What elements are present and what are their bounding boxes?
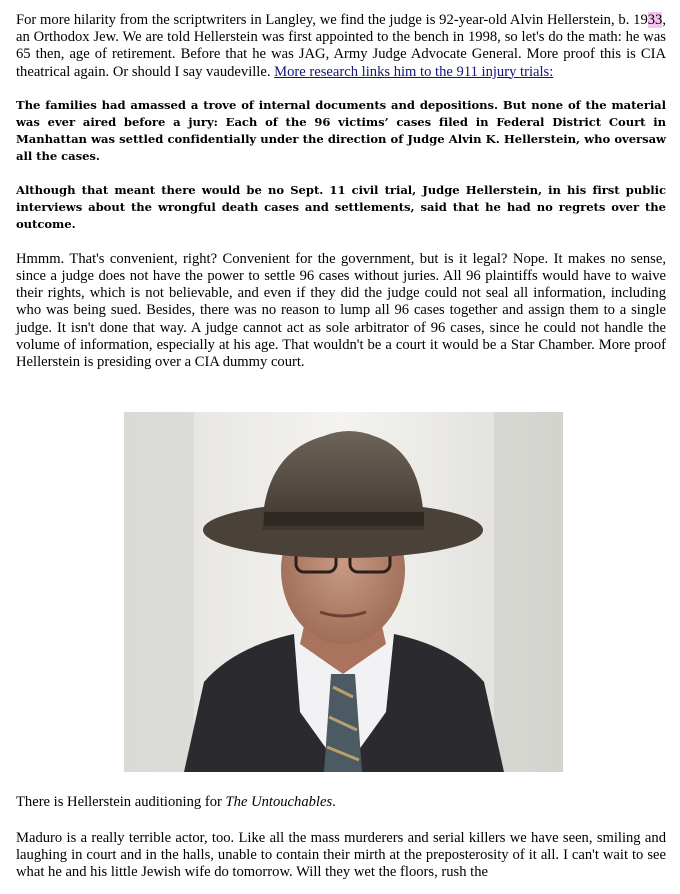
- highlighted-year-digits: 33: [647, 12, 663, 28]
- paragraph-hmmm: Hmmm. That's convenient, right? Convenient for the government, but is it legal? Nope. It makes no sense, since a judge does not have the power to settle 96 cases without juries. All 96 plaintiffs would have to waive their rights, which is not believable, and even if they did the judge could not seal all information, including who was being sued. Besides, there was no reason to lump all 96 cases together and assign them to a single judge. It isn't done that way. A judge cannot act as sole arbitrator of 96 cases, since he could not handle the volume of information, especially at his age. That wouldn't be a court it would be a Star Chamber. More proof Hellerstein is presiding over a CIA dummy court.: [16, 250, 666, 371]
- photo-caption: [16, 794, 336, 811]
- paragraph-maduro: Maduro is a really terrible actor, too. Like all the mass murderers and serial killers we have seen, smiling and laughing in court and in the halls, unable to contain their mirth at the preposterosity of it all. I can't wait to see what he and his little Jewish wife do tomorrow. Will they wet the floors, rush the: [16, 830, 666, 881]
- intro-text-rest: , an Orthodox Jew. We are told Hellerstein was first appointed to the bench in 1998, so let's do the math: he was 65 then, age of retirement. Before that he was JAG, Army Judge Advocate General. More proof this is CIA theatrical again. Or should I say vaudeville.: [16, 12, 666, 80]
- caption-suffix: .: [332, 794, 336, 810]
- quote-families-documents: The families had amassed a trove of internal documents and depositions. But none of the material was ever aired before a jury: Each of the 96 victims’ cases filed in Federal District Court in Manhattan was settled confidentially under the direction of Judge Alvin K. Hellerstein, who oversaw all the cases.: [16, 97, 666, 163]
- intro-text-start: For more hilarity from the scriptwriters in Langley, we find the judge is 92-year-old Alvin Hellerstein, b. 19: [16, 12, 648, 28]
- quote-no-civil-trial: Although that meant there would be no Sept. 11 civil trial, Judge Hellerstein, in his first public interviews about the wrongful death cases and settlements, said that he had no regrets over the outcome.: [16, 182, 666, 231]
- hellerstein-photo: [124, 412, 563, 772]
- caption-prefix: There is Hellerstein auditioning for: [16, 794, 226, 810]
- paragraph-judge-intro: [16, 12, 666, 81]
- caption-title: The Untouchables: [225, 794, 333, 810]
- portrait-illustration: [124, 412, 563, 772]
- research-link[interactable]: More research links him to the 911 injury trials:: [274, 63, 554, 80]
- document-page: [16, 12, 666, 371]
